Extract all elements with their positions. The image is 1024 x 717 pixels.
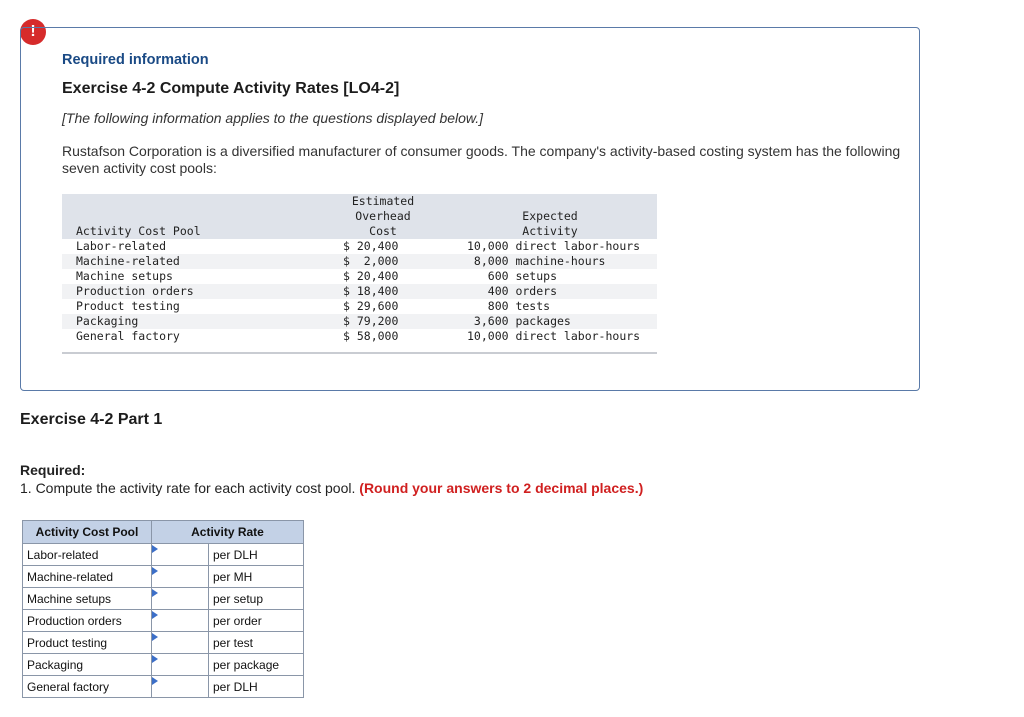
pool-row — [62, 269, 657, 284]
answer-row — [23, 588, 304, 610]
activity-cost-pool-table — [62, 194, 657, 354]
answer-input-cell — [152, 588, 209, 610]
activity-rate-input-general-factory[interactable] — [152, 676, 208, 697]
pool-row — [62, 239, 657, 254]
activity-rate-input-production-orders[interactable] — [152, 610, 208, 631]
pool-activity: 400 orders — [445, 284, 657, 299]
header-cost-line1: Estimated — [351, 194, 415, 208]
answer-row — [23, 544, 304, 566]
exercise-title: Exercise 4-2 Compute Activity Rates [LO4-2] — [62, 80, 400, 97]
answer-unit: per order — [209, 610, 304, 632]
pool-activity: 800 tests — [467, 299, 551, 313]
answer-unit: per setup — [209, 588, 304, 610]
activity-rate-input-labor-related[interactable] — [152, 544, 208, 565]
activity-rate-input-machine-related[interactable] — [152, 566, 208, 587]
header-cost-line3: Cost — [369, 224, 397, 238]
pool-name: Labor-related — [76, 239, 167, 253]
pool-cost: $ 79,200 — [323, 314, 445, 329]
answer-row — [23, 610, 304, 632]
header-activity-line1: Expected — [522, 209, 578, 223]
required-information-heading: Required information — [62, 52, 209, 68]
pool-cost: $ 29,600 — [343, 299, 399, 313]
cell-marker-icon — [152, 655, 158, 663]
answer-unit: per DLH — [209, 544, 304, 566]
cell-marker-icon — [152, 567, 158, 575]
header-activity — [445, 194, 657, 239]
part-title: Exercise 4-2 Part 1 — [20, 411, 163, 428]
answer-input-cell — [152, 566, 209, 588]
required-label: Required: — [20, 462, 86, 478]
answer-header-rate: Activity Rate — [152, 521, 304, 544]
answer-header-pool: Activity Cost Pool — [23, 521, 152, 544]
pool-name: Packaging — [62, 314, 323, 329]
answer-pool-name: Machine-related — [23, 566, 152, 588]
answer-row — [23, 654, 304, 676]
pool-row — [62, 299, 657, 314]
required-information-panel — [20, 27, 920, 391]
answer-pool-name: Labor-related — [23, 544, 152, 566]
pool-activity: 3,600 packages — [445, 314, 657, 329]
pool-name: General factory — [76, 329, 180, 343]
answer-pool-name: Machine setups — [23, 588, 152, 610]
applies-note: [The following information applies to the questions displayed below.] — [62, 110, 484, 126]
pool-row — [62, 329, 657, 344]
answer-row — [23, 676, 304, 698]
pool-cost: $ 20,400 — [343, 239, 399, 253]
rounding-note: (Round your answers to 2 decimal places.) — [359, 480, 644, 496]
answer-unit: per MH — [209, 566, 304, 588]
answer-input-cell — [152, 632, 209, 654]
answer-pool-name: General factory — [23, 676, 152, 698]
answer-pool-name: Production orders — [23, 610, 152, 632]
answer-input-cell — [152, 654, 209, 676]
pool-row — [62, 314, 657, 329]
header-activity-line2: Activity — [522, 224, 578, 238]
header-cost-line2: Overhead — [355, 209, 411, 223]
pool-name: Machine setups — [76, 269, 173, 283]
instruction-text: 1. Compute the activity rate for each activity cost pool. — [20, 480, 356, 496]
answer-input-cell — [152, 610, 209, 632]
answer-unit: per test — [209, 632, 304, 654]
pool-cost: $ 20,400 — [343, 269, 399, 283]
pool-cost: $ 18,400 — [323, 284, 445, 299]
pool-name: Product testing — [76, 299, 180, 313]
answer-input-cell — [152, 544, 209, 566]
cell-marker-icon — [152, 633, 158, 641]
pool-cost: $ 2,000 — [323, 254, 445, 269]
header-pool: Activity Cost Pool — [62, 194, 323, 239]
answer-row — [23, 566, 304, 588]
answer-unit: per DLH — [209, 676, 304, 698]
pool-row — [62, 284, 657, 299]
pool-row — [62, 254, 657, 269]
instruction — [20, 480, 643, 496]
answer-pool-name: Packaging — [23, 654, 152, 676]
answer-pool-name: Product testing — [23, 632, 152, 654]
answer-input-cell — [152, 676, 209, 698]
table-bottom-rule — [62, 344, 657, 353]
header-cost — [323, 194, 445, 239]
cell-marker-icon — [152, 611, 158, 619]
pool-cost: $ 58,000 — [343, 329, 399, 343]
cell-marker-icon — [152, 589, 158, 597]
pool-name: Production orders — [62, 284, 323, 299]
table-bottom-cell — [62, 344, 657, 353]
alert-icon: ! — [20, 19, 46, 45]
activity-rate-input-packaging[interactable] — [152, 654, 208, 675]
activity-rate-answer-table — [22, 520, 304, 698]
pool-name: Machine-related — [62, 254, 323, 269]
intro-paragraph: Rustafson Corporation is a diversified manufacturer of consumer goods. The company's activity-based costing system has the following seven activity cost pools: — [62, 143, 901, 176]
activity-rate-input-machine-setups[interactable] — [152, 588, 208, 609]
activity-rate-input-product-testing[interactable] — [152, 632, 208, 653]
pool-activity: 10,000 direct labor-hours — [467, 329, 641, 343]
cell-marker-icon — [152, 677, 158, 685]
cell-marker-icon — [152, 545, 158, 553]
answer-unit: per package — [209, 654, 304, 676]
pool-activity: 10,000 direct labor-hours — [467, 239, 641, 253]
answer-row — [23, 632, 304, 654]
pool-activity: 8,000 machine-hours — [445, 254, 657, 269]
pool-activity: 600 setups — [467, 269, 558, 283]
